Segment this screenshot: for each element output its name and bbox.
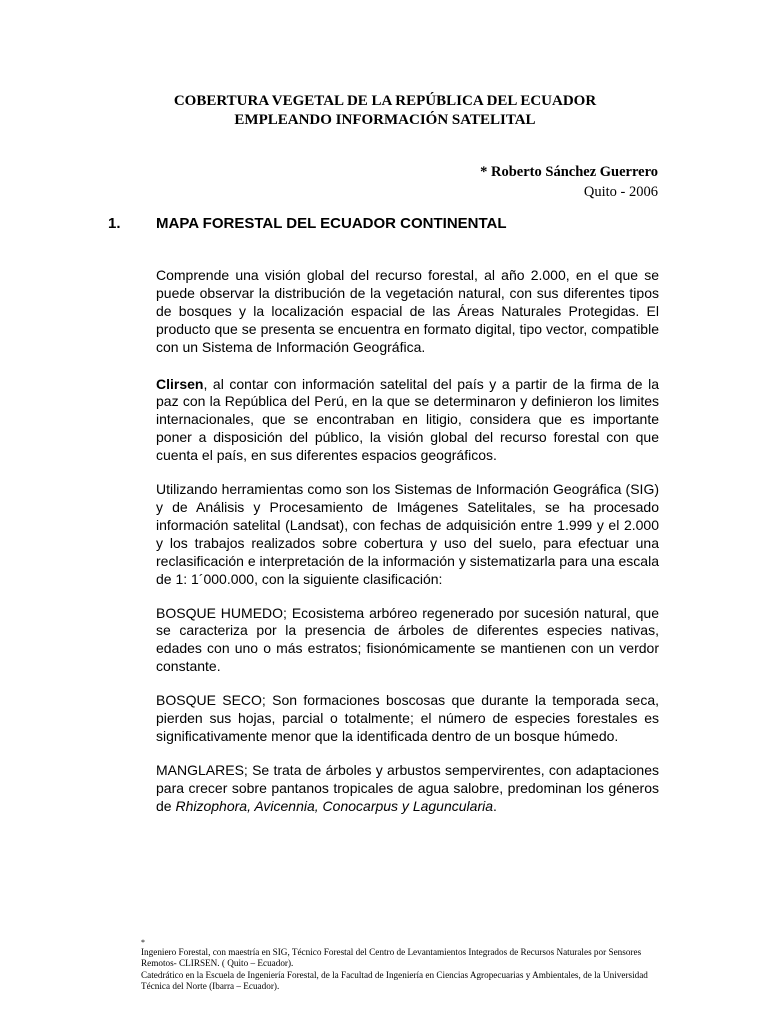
genera-italic: Rhizophora, Avicennia, Conocarpus y Laguncularia	[175, 797, 493, 814]
title-line-2: EMPLEANDO INFORMACIÓN SATELITAL	[234, 112, 536, 128]
paragraph-3: Utilizando herramientas como son los Sistemas de Información Geográfica (SIG) y de Análisis y Procesamiento de Imágenes Satelitales, se ha procesado información satelital (Landsat), con fechas de adquisición entre 1.999 y el 2.000 y los trabajos realizados sobre cobertura y uso del suelo, para efectuar una reclasificación e interpretación de la información y sistematizarla para una escala de 1: 1´000.000, con la siguiente clasificación:	[156, 481, 659, 587]
author-block	[480, 162, 658, 202]
footnotes	[141, 938, 675, 993]
body-text	[156, 267, 659, 832]
paragraph-2-text: , al contar con información satelital del país y a partir de la firma de la paz con la República del Perú, en la que se determinaron y definieron los limites internacionales, que se encontraban en litigio, considera que es importante poner a disposición del público, la visión global del recurso forestal con que cuenta el país, en sus diferentes espacios geográficos.	[156, 375, 659, 464]
author-name: * Roberto Sánchez Guerrero	[480, 164, 658, 180]
footnote-1: Ingeniero Forestal, con maestría en SIG, Técnico Forestal del Centro de Levantamientos Integrados de Recursos Naturales por Sensores Remotos- CLIRSEN. ( Quito – Ecuador).	[141, 947, 642, 969]
title-line-1: COBERTURA VEGETAL DE LA REPÚBLICA DEL ECUADOR	[173, 93, 597, 109]
section-number: 1.	[108, 215, 121, 232]
footnote-2: Catedrático en la Escuela de Ingeniería Forestal, de la Facultad de Ingeniería en Ciencias Agropecuarias y Ambientales, de la Universidad Técnica del Norte (Ibarra – Ecuador).	[141, 969, 648, 992]
document-title	[100, 92, 670, 130]
paragraph-1: Comprende una visión global del recurso forestal, al año 2.000, en el que se puede observar la distribución de la vegetación natural, con sus diferentes tipos de bosques y la localización espacial de las Áreas Naturales Protegidas. El producto que se presenta se encuentra en formato digital, tipo vector, compatible con un Sistema de Información Geográfica.	[156, 267, 659, 355]
place-date: Quito - 2006	[583, 184, 658, 200]
paragraph-bosque-seco: BOSQUE SECO; Son formaciones boscosas que durante la temporada seca, pierden sus hojas, parcial o totalmente; el número de especies forestales es significativamente menor que la identificada dentro de un bosque húmedo.	[156, 692, 659, 744]
footnote-mark: *	[141, 938, 145, 947]
section-heading: MAPA FORESTAL DEL ECUADOR CONTINENTAL	[156, 215, 507, 232]
clirsen-bold: Clirsen	[156, 375, 204, 392]
manglares-text: MANGLARES; Se trata de árboles y arbustos sempervirentes, con adaptaciones para crecer sobre pantanos tropicales de agua salobre, predominan los géneros de	[156, 761, 659, 814]
paragraph-manglares	[156, 762, 659, 816]
paragraph-2	[156, 376, 659, 466]
paragraph-bosque-humedo: BOSQUE HUMEDO; Ecosistema arbóreo regenerado por sucesión natural, que se caracteriza por la presencia de árboles de diferentes especies nativas, edades con uno o más estratos; fisionómicamente se mantienen con un verdor constante.	[156, 604, 659, 675]
manglares-end: .	[493, 797, 497, 814]
